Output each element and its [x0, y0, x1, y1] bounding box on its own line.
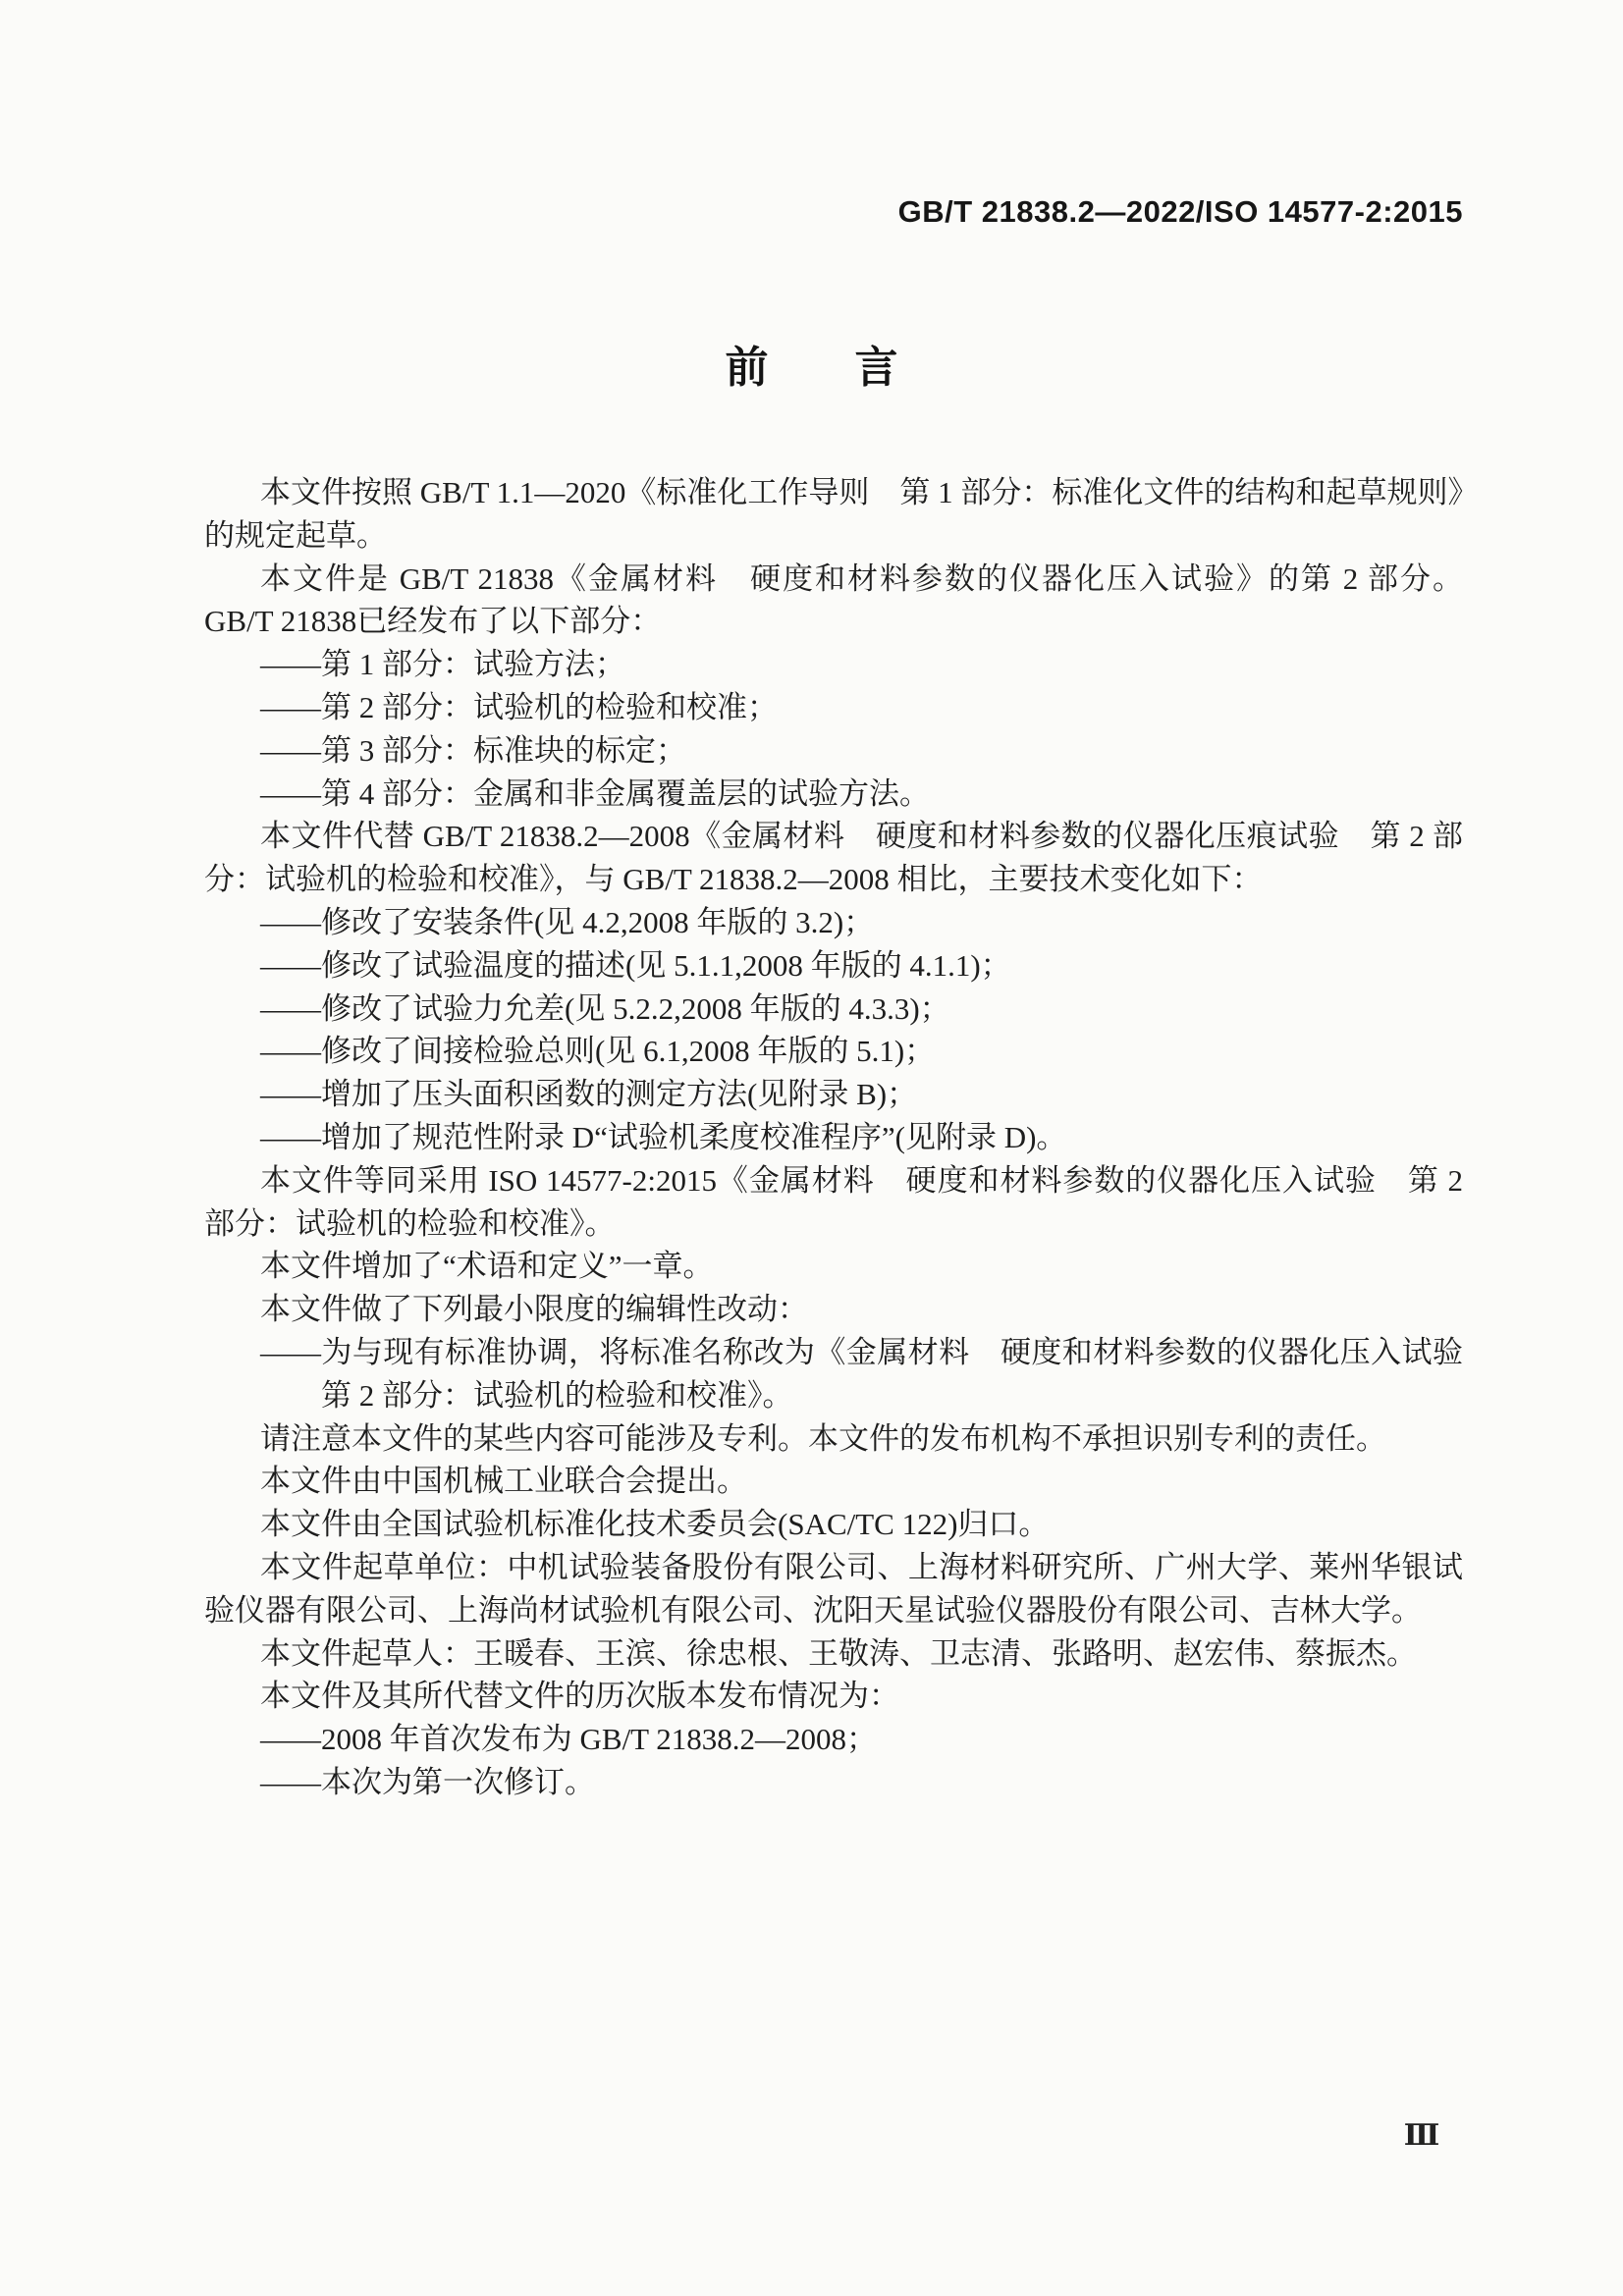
paragraph: 本文件由全国试验机标准化技术委员会(SAC/TC 122)归口。 — [260, 1507, 1050, 1542]
list-item: ——修改了试验温度的描述(见 5.1.1,2008 年版的 4.1.1)； — [260, 947, 1011, 983]
paragraph: 本文件起草人：王暖春、王滨、徐忠根、王敬涛、卫志清、张路明、赵宏伟、蔡振杰。 — [260, 1635, 1417, 1671]
list-item: ——2008 年首次发布为 GB/T 21838.2—2008； — [260, 1722, 878, 1757]
paragraph: 请注意本文件的某些内容可能涉及专利。本文件的发布机构不承担识别专利的责任。 — [260, 1420, 1386, 1456]
list-item: ——增加了压头面积函数的测定方法(见附录 B)； — [260, 1077, 918, 1112]
list-item: ——增加了规范性附录 D“试验机柔度校准程序”(见附录 D)。 — [260, 1119, 1067, 1154]
page-title: 前 言 — [725, 344, 898, 392]
list-item: ——第 1 部分：试验方法； — [260, 647, 625, 682]
paragraph: 本文件等同采用 ISO 14577-2:2015《金属材料 硬度和材料参数的仪器化压入试验 第 2 部分：试验机的检验和校准》。 — [204, 1162, 1463, 1241]
list-item: ——第 4 部分：金属和非金属覆盖层的试验方法。 — [260, 775, 930, 811]
paragraph: 本文件起草单位：中机试验装备股份有限公司、上海材料研究所、广州大学、莱州华银试验仪器有限公司、上海尚材试验机有限公司、沈阳天星试验仪器股份有限公司、吉林大学。 — [204, 1549, 1463, 1628]
list-item: ——修改了间接检验总则(见 6.1,2008 年版的 5.1)； — [260, 1034, 936, 1069]
paragraph: 本文件做了下列最小限度的编辑性改动： — [260, 1292, 808, 1327]
paragraph: 本文件由中国机械工业联合会提出。 — [260, 1464, 747, 1499]
list-item: ——第 3 部分：标准块的标定； — [260, 732, 686, 768]
list-item: ——修改了试验力允差(见 5.2.2,2008 年版的 4.3.3)； — [260, 990, 950, 1026]
page-number: Ⅲ — [1403, 2119, 1440, 2152]
list-item: ——第 2 部分：试验机的检验和校准； — [260, 689, 778, 724]
list-item: ——为与现有标准协调，将标准名称改为《金属材料 硬度和材料参数的仪器化压入试验 第 2 部分：试验机的检验和校准》。 — [260, 1334, 1493, 1413]
foreword-body — [204, 471, 1493, 1804]
paragraph: 本文件按照 GB/T 1.1—2020《标准化工作导则 第 1 部分：标准化文件的结构和起草规则》的规定起草。 — [204, 475, 1463, 553]
standard-number-header: GB/T 21838.2—2022/ISO 14577-2:2015 — [897, 194, 1463, 229]
list-item: ——本次为第一次修订。 — [260, 1764, 595, 1799]
paragraph: 本文件代替 GB/T 21838.2—2008《金属材料 硬度和材料参数的仪器化压痕试验 第 2 部分：试验机的检验和校准》，与 GB/T 21838.2—2008 相比，主要技术变化如下： — [204, 819, 1463, 897]
list-item: ——修改了安装条件(见 4.2,2008 年版的 3.2)； — [260, 904, 875, 939]
paragraph: 本文件及其所代替文件的历次版本发布情况为： — [260, 1679, 899, 1714]
paragraph: 本文件增加了“术语和定义”一章。 — [260, 1249, 714, 1284]
paragraph: 本文件是 GB/T 21838《金属材料 硬度和材料参数的仪器化压入试验》的第 2 部分。GB/T 21838已经发布了以下部分： — [204, 561, 1463, 639]
